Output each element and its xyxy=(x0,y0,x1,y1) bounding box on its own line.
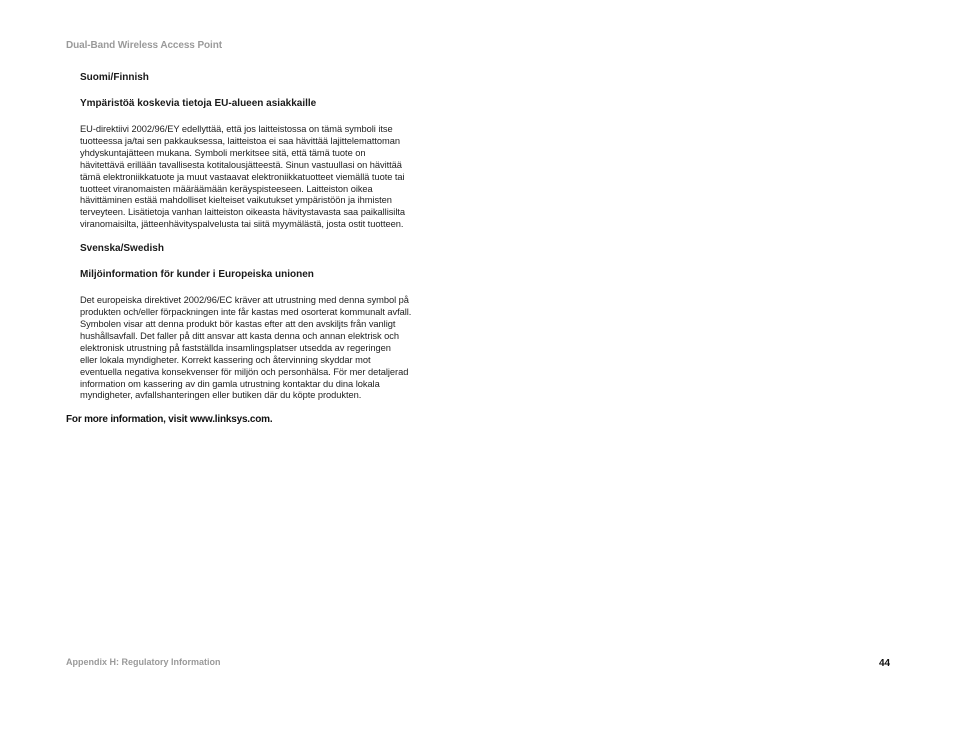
page-number: 44 xyxy=(879,658,891,669)
body-line: Symbolen visar att denna produkt bör kastas efter att den avskiljts från vanligt xyxy=(80,318,396,329)
language-heading: Svenska/Swedish xyxy=(80,243,164,255)
body-line: produkten och/eller förpackningen inte får kastas med osorterat kommunalt avfall. xyxy=(80,307,412,318)
body-line: hävittäminen estää mahdolliset kielteiset vaikutukset ympäristöön ja ihmisten xyxy=(80,195,392,206)
body-line: tuotteet viranomaisten määräämään keräyspisteeseen. Laitteiston oikea xyxy=(80,183,373,194)
body-line: eventuella negativa konsekvenser för miljön och personhälsa. För mer detaljerad xyxy=(80,366,409,377)
content-column xyxy=(80,72,464,414)
body-line: elektronisk utrustning på fastställda insamlingsplatser utsedda av regeringen xyxy=(80,342,391,353)
language-heading: Suomi/Finnish xyxy=(80,72,149,83)
body-line: tuotteessa ja/tai sen pakkauksessa, laitteistoa ei saa hävittää lajittelemattoman xyxy=(80,135,400,146)
body-line: hushållsavfall. Det faller på ditt ansvar att kasta denna och annan elektrisk och xyxy=(80,330,399,341)
body-line: yhdyskuntajätteen mukana. Symboli merkitsee sitä, että tämä tuote on xyxy=(80,147,366,158)
section-body xyxy=(80,295,464,402)
section-swedish xyxy=(80,243,464,402)
footer-section-title: Appendix H: Regulatory Information xyxy=(66,657,221,667)
body-line: information om kassering av din gamla utrustning kontaktar du dina lokala xyxy=(80,378,380,389)
body-line: myndigheter, avfallshanteringen eller butiken där du köpte produkten. xyxy=(80,390,362,401)
section-heading: Miljöinformation för kunder i Europeiska unionen xyxy=(80,269,314,281)
running-header: Dual-Band Wireless Access Point xyxy=(66,40,222,51)
body-line: Det europeiska direktivet 2002/96/EC kräver att utrustning med denna symbol på xyxy=(80,295,409,306)
section-finnish xyxy=(80,72,464,231)
body-line: EU-direktiivi 2002/96/EY edellyttää, että jos laitteistossa on tämä symboli itse xyxy=(80,124,393,134)
section-heading: Ympäristöä koskevia tietoja EU-alueen asiakkaille xyxy=(80,98,317,109)
more-info-text: For more information, visit www.linksys.com. xyxy=(66,414,273,425)
body-line: terveyteen. Lisätietoja vanhan laitteiston oikeasta hävitystavasta saa paikallisilta xyxy=(80,207,405,218)
body-line: viranomaisilta, jätteenhävityspalvelusta tai siitä myymälästä, josta ostit tuotteen. xyxy=(80,219,404,230)
section-body xyxy=(80,124,464,231)
body-line: tämä elektroniikkatuote ja muut vastaavat elektroniikkatuotteet viemällä tuote tai xyxy=(80,171,405,182)
body-line: eller lokala myndigheter. Korrekt kassering och återvinning skyddar mot xyxy=(80,354,371,365)
body-line: hävitettävä erillään tavallisesta kotitalousjätteestä. Sinun vastuullasi on hävittää xyxy=(80,159,402,170)
